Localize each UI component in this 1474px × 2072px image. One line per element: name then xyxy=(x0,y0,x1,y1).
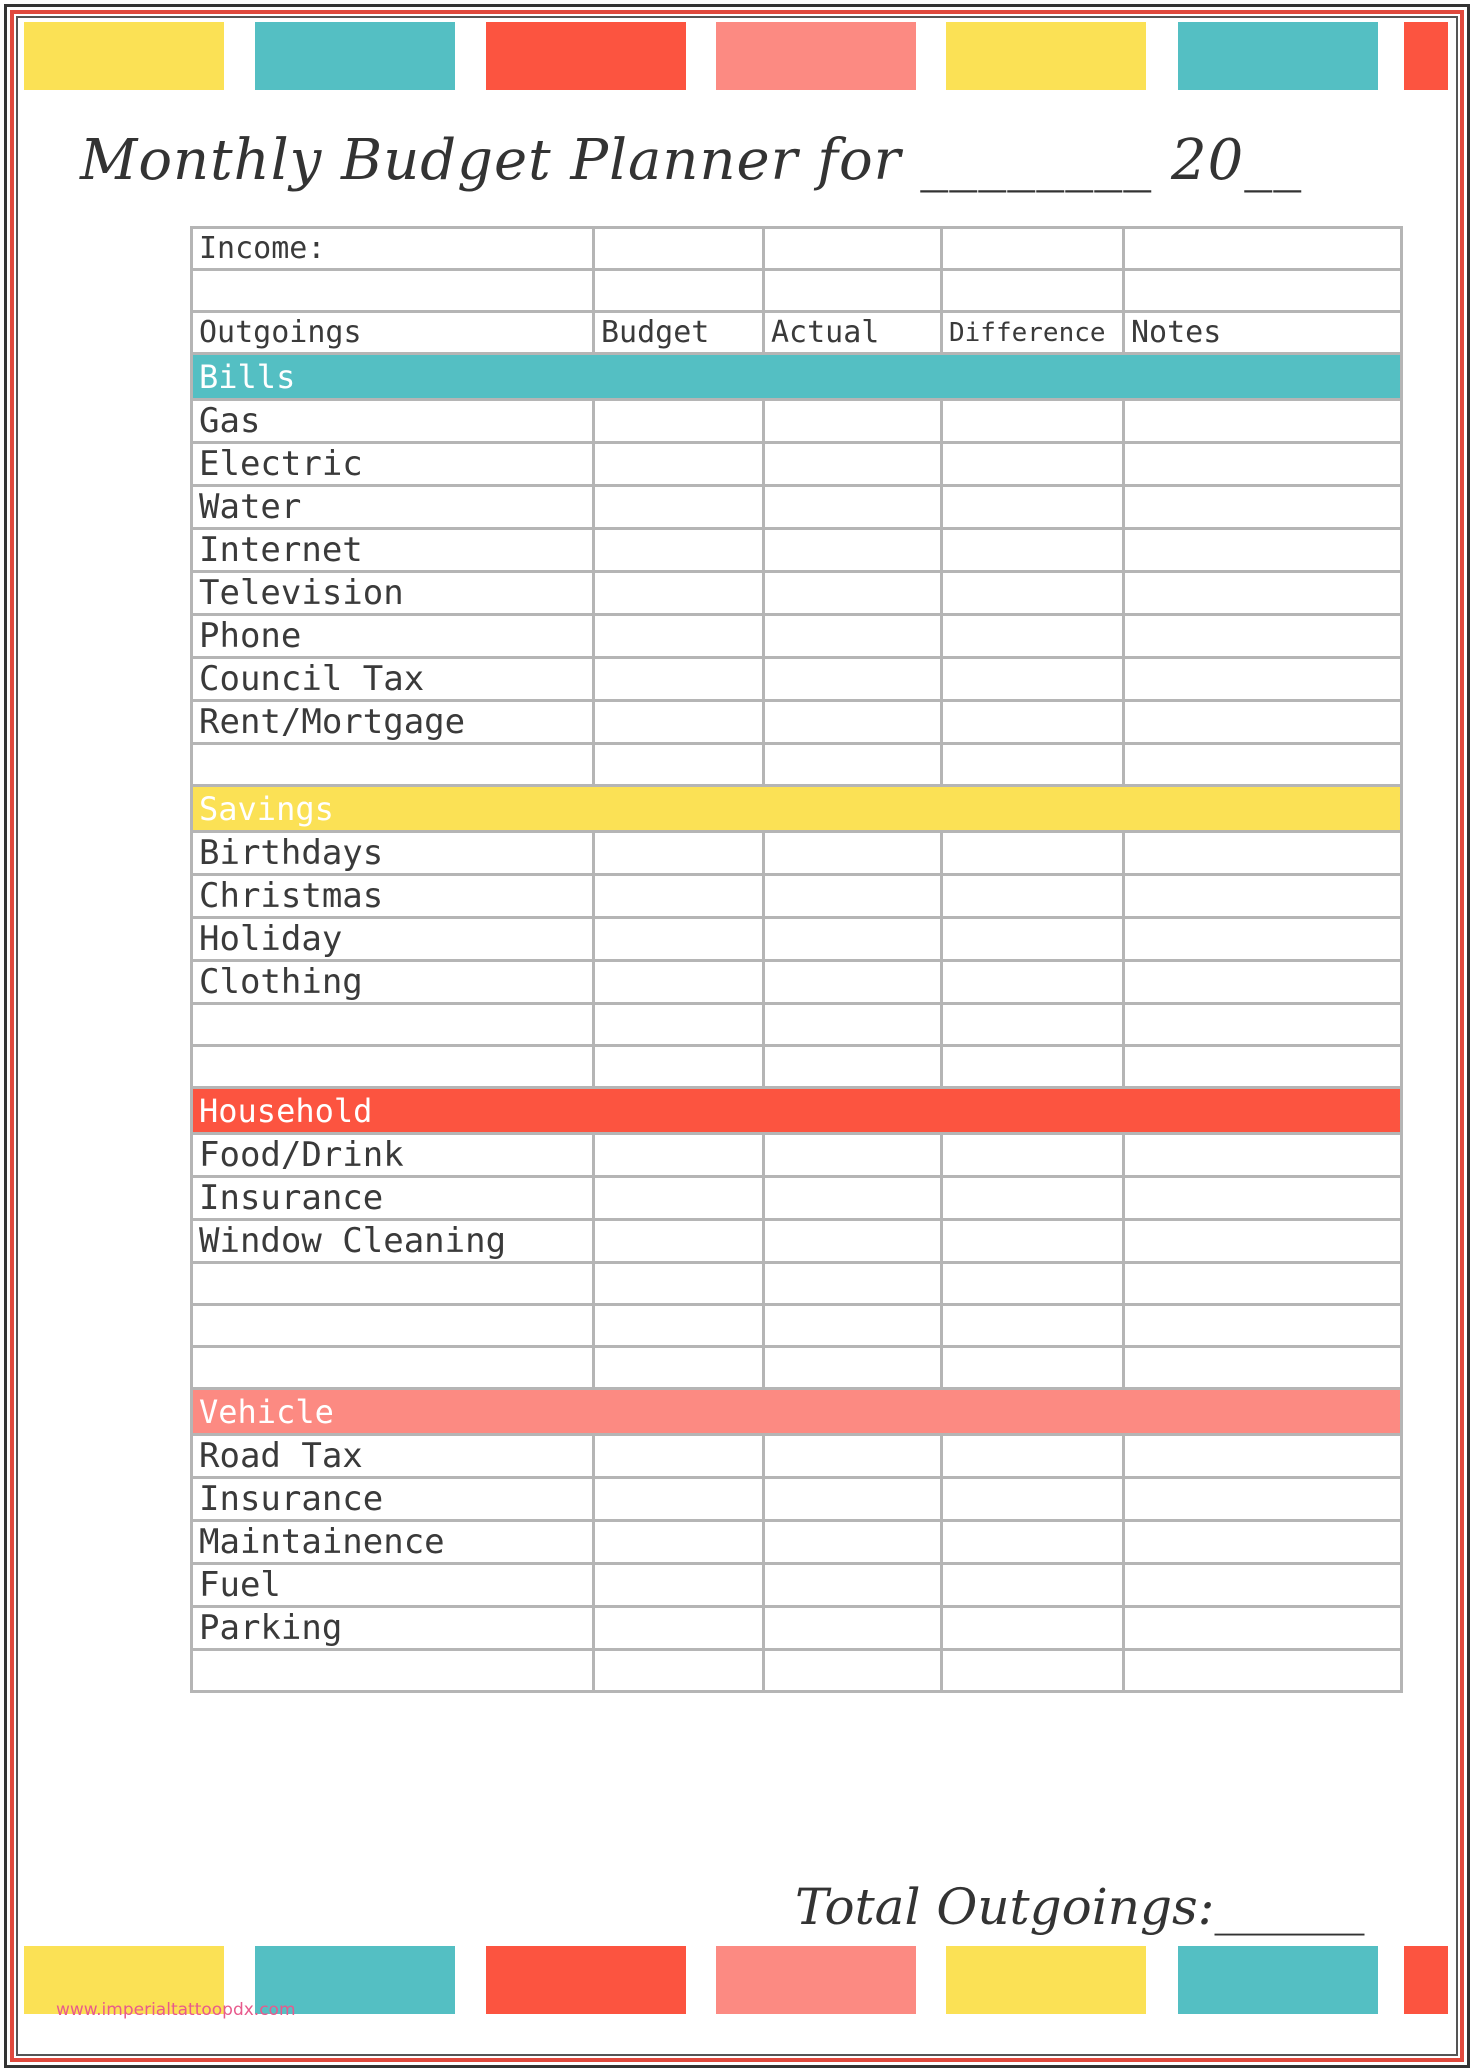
section-title-vehicle: Vehicle xyxy=(192,1389,1402,1435)
difference-cell[interactable] xyxy=(942,1177,1124,1220)
difference-cell[interactable] xyxy=(942,832,1124,875)
notes-cell[interactable] xyxy=(1124,1607,1402,1650)
budget-cell[interactable] xyxy=(594,1220,764,1263)
row-label xyxy=(192,1347,594,1389)
table-row xyxy=(192,1478,1402,1521)
notes-cell[interactable] xyxy=(1124,1046,1402,1088)
budget-cell[interactable] xyxy=(594,1177,764,1220)
budget-cell[interactable] xyxy=(594,486,764,529)
difference-cell[interactable] xyxy=(942,1134,1124,1177)
difference-cell[interactable] xyxy=(942,961,1124,1004)
color-stripe-red xyxy=(1404,22,1448,90)
difference-cell[interactable] xyxy=(942,529,1124,572)
row-label xyxy=(192,1046,594,1088)
difference-cell[interactable] xyxy=(942,1263,1124,1305)
difference-cell[interactable] xyxy=(942,701,1124,744)
notes-cell[interactable] xyxy=(1124,1305,1402,1347)
table-row xyxy=(192,658,1402,701)
table-row xyxy=(192,615,1402,658)
table-row xyxy=(192,875,1402,918)
notes-cell[interactable] xyxy=(1124,961,1402,1004)
budget-cell[interactable] xyxy=(594,1347,764,1389)
income-row-blank xyxy=(192,270,1402,312)
notes-cell[interactable] xyxy=(1124,529,1402,572)
row-label: Phone xyxy=(192,615,594,658)
color-stripe-red xyxy=(486,1946,686,2014)
color-stripe-teal xyxy=(1178,1946,1378,2014)
actual-cell[interactable] xyxy=(764,1220,942,1263)
row-label: Fuel xyxy=(192,1564,594,1607)
table-row xyxy=(192,1004,1402,1046)
difference-cell[interactable] xyxy=(942,615,1124,658)
actual-cell[interactable] xyxy=(764,658,942,701)
budget-cell[interactable] xyxy=(594,1521,764,1564)
budget-cell[interactable] xyxy=(594,744,764,786)
section-header-vehicle xyxy=(192,1389,1402,1435)
actual-cell[interactable] xyxy=(764,1046,942,1088)
table-row xyxy=(192,1177,1402,1220)
income-difference-cell[interactable] xyxy=(942,228,1124,270)
notes-cell[interactable] xyxy=(1124,1347,1402,1389)
budget-cell[interactable] xyxy=(594,1134,764,1177)
row-label: Birthdays xyxy=(192,832,594,875)
budget-cell[interactable] xyxy=(594,1305,764,1347)
difference-cell[interactable] xyxy=(942,486,1124,529)
budget-cell[interactable] xyxy=(594,1004,764,1046)
notes-cell[interactable] xyxy=(1124,1435,1402,1478)
income-actual-cell[interactable] xyxy=(764,228,942,270)
table-row xyxy=(192,486,1402,529)
row-label: Christmas xyxy=(192,875,594,918)
table-row xyxy=(192,1046,1402,1088)
notes-cell[interactable] xyxy=(1124,1177,1402,1220)
budget-cell[interactable] xyxy=(594,1607,764,1650)
income-extra-cell[interactable] xyxy=(192,270,594,312)
difference-cell[interactable] xyxy=(942,1435,1124,1478)
section-title-household: Household xyxy=(192,1088,1402,1134)
difference-cell[interactable] xyxy=(942,572,1124,615)
section-header-bills xyxy=(192,354,1402,400)
actual-cell[interactable] xyxy=(764,486,942,529)
row-label xyxy=(192,1305,594,1347)
budget-cell[interactable] xyxy=(594,918,764,961)
row-label xyxy=(192,1650,594,1692)
budget-cell[interactable] xyxy=(594,529,764,572)
notes-cell[interactable] xyxy=(1124,615,1402,658)
color-stripe-red xyxy=(486,22,686,90)
table-row xyxy=(192,1435,1402,1478)
actual-cell[interactable] xyxy=(764,1263,942,1305)
budget-cell[interactable] xyxy=(594,1263,764,1305)
income-extra-notes-cell[interactable] xyxy=(1124,270,1402,312)
table-row xyxy=(192,832,1402,875)
table-row xyxy=(192,1220,1402,1263)
notes-cell[interactable] xyxy=(1124,572,1402,615)
column-header-actual: Actual xyxy=(764,312,942,354)
actual-cell[interactable] xyxy=(764,1305,942,1347)
color-stripe-pink xyxy=(716,22,916,90)
actual-cell[interactable] xyxy=(764,443,942,486)
difference-cell[interactable] xyxy=(942,400,1124,443)
color-stripe-teal xyxy=(1178,22,1378,90)
income-extra-actual-cell[interactable] xyxy=(764,270,942,312)
column-header-outgoings: Outgoings xyxy=(192,312,594,354)
section-title-bills: Bills xyxy=(192,354,1402,400)
difference-cell[interactable] xyxy=(942,1004,1124,1046)
budget-cell[interactable] xyxy=(594,1650,764,1692)
budget-cell[interactable] xyxy=(594,1478,764,1521)
table-row xyxy=(192,1134,1402,1177)
budget-cell[interactable] xyxy=(594,832,764,875)
income-label: Income: xyxy=(192,228,594,270)
row-label xyxy=(192,1004,594,1046)
row-label: Rent/Mortgage xyxy=(192,701,594,744)
actual-cell[interactable] xyxy=(764,1564,942,1607)
row-label: Television xyxy=(192,572,594,615)
notes-cell[interactable] xyxy=(1124,701,1402,744)
actual-cell[interactable] xyxy=(764,1134,942,1177)
section-header-savings xyxy=(192,786,1402,832)
color-stripe-yellow xyxy=(946,1946,1146,2014)
difference-cell[interactable] xyxy=(942,918,1124,961)
table-row xyxy=(192,1305,1402,1347)
difference-cell[interactable] xyxy=(942,1478,1124,1521)
actual-cell[interactable] xyxy=(764,400,942,443)
budget-table xyxy=(190,226,1403,1693)
actual-cell[interactable] xyxy=(764,875,942,918)
actual-cell[interactable] xyxy=(764,615,942,658)
income-budget-cell[interactable] xyxy=(594,228,764,270)
notes-cell[interactable] xyxy=(1124,1478,1402,1521)
table-row xyxy=(192,701,1402,744)
row-label xyxy=(192,1263,594,1305)
row-label: Holiday xyxy=(192,918,594,961)
actual-cell[interactable] xyxy=(764,1177,942,1220)
table-row xyxy=(192,529,1402,572)
page-title: Monthly Budget Planner for ________ 20__ xyxy=(80,128,1303,193)
table-row xyxy=(192,443,1402,486)
notes-cell[interactable] xyxy=(1124,443,1402,486)
column-header-difference: Difference xyxy=(942,312,1124,354)
row-label: Parking xyxy=(192,1607,594,1650)
budget-cell[interactable] xyxy=(594,572,764,615)
row-label: Window Cleaning xyxy=(192,1220,594,1263)
row-label: Gas xyxy=(192,400,594,443)
color-stripe-yellow xyxy=(24,22,224,90)
difference-cell[interactable] xyxy=(942,1046,1124,1088)
row-label: Clothing xyxy=(192,961,594,1004)
difference-cell[interactable] xyxy=(942,1305,1124,1347)
income-row xyxy=(192,228,1402,270)
notes-cell[interactable] xyxy=(1124,1263,1402,1305)
notes-cell[interactable] xyxy=(1124,486,1402,529)
actual-cell[interactable] xyxy=(764,572,942,615)
budget-cell[interactable] xyxy=(594,701,764,744)
row-label: Council Tax xyxy=(192,658,594,701)
row-label: Maintainence xyxy=(192,1521,594,1564)
notes-cell[interactable] xyxy=(1124,1004,1402,1046)
color-stripe-teal xyxy=(255,22,455,90)
notes-cell[interactable] xyxy=(1124,1564,1402,1607)
notes-cell[interactable] xyxy=(1124,658,1402,701)
table-row xyxy=(192,1607,1402,1650)
actual-cell[interactable] xyxy=(764,529,942,572)
color-stripe-yellow xyxy=(946,22,1146,90)
difference-cell[interactable] xyxy=(942,744,1124,786)
total-outgoings: Total Outgoings:______ xyxy=(795,1878,1365,1936)
section-header-household xyxy=(192,1088,1402,1134)
column-header-notes: Notes xyxy=(1124,312,1402,354)
notes-cell[interactable] xyxy=(1124,400,1402,443)
budget-cell[interactable] xyxy=(594,615,764,658)
budget-cell[interactable] xyxy=(594,443,764,486)
column-header-budget: Budget xyxy=(594,312,764,354)
income-extra-difference-cell[interactable] xyxy=(942,270,1124,312)
notes-cell[interactable] xyxy=(1124,918,1402,961)
actual-cell[interactable] xyxy=(764,1435,942,1478)
notes-cell[interactable] xyxy=(1124,1220,1402,1263)
section-title-savings: Savings xyxy=(192,786,1402,832)
difference-cell[interactable] xyxy=(942,1564,1124,1607)
table-row xyxy=(192,1650,1402,1692)
column-header-row xyxy=(192,312,1402,354)
difference-cell[interactable] xyxy=(942,1607,1124,1650)
budget-cell[interactable] xyxy=(594,1046,764,1088)
difference-cell[interactable] xyxy=(942,1347,1124,1389)
notes-cell[interactable] xyxy=(1124,1650,1402,1692)
table-row xyxy=(192,1564,1402,1607)
notes-cell[interactable] xyxy=(1124,832,1402,875)
budget-cell[interactable] xyxy=(594,875,764,918)
table-row xyxy=(192,400,1402,443)
table-row xyxy=(192,961,1402,1004)
table-row xyxy=(192,1347,1402,1389)
difference-cell[interactable] xyxy=(942,443,1124,486)
actual-cell[interactable] xyxy=(764,1478,942,1521)
actual-cell[interactable] xyxy=(764,1607,942,1650)
income-extra-budget-cell[interactable] xyxy=(594,270,764,312)
row-label: Electric xyxy=(192,443,594,486)
color-stripe-red xyxy=(1404,1946,1448,2014)
row-label: Internet xyxy=(192,529,594,572)
actual-cell[interactable] xyxy=(764,1650,942,1692)
actual-cell[interactable] xyxy=(764,832,942,875)
row-label: Road Tax xyxy=(192,1435,594,1478)
income-notes-cell[interactable] xyxy=(1124,228,1402,270)
notes-cell[interactable] xyxy=(1124,744,1402,786)
table-row xyxy=(192,1521,1402,1564)
row-label: Water xyxy=(192,486,594,529)
row-label: Food/Drink xyxy=(192,1134,594,1177)
budget-cell[interactable] xyxy=(594,1564,764,1607)
notes-cell[interactable] xyxy=(1124,1134,1402,1177)
budget-cell[interactable] xyxy=(594,658,764,701)
row-label xyxy=(192,744,594,786)
notes-cell[interactable] xyxy=(1124,1521,1402,1564)
actual-cell[interactable] xyxy=(764,1521,942,1564)
actual-cell[interactable] xyxy=(764,918,942,961)
table-row xyxy=(192,1263,1402,1305)
notes-cell[interactable] xyxy=(1124,875,1402,918)
table-row xyxy=(192,918,1402,961)
budget-cell[interactable] xyxy=(594,961,764,1004)
actual-cell[interactable] xyxy=(764,1004,942,1046)
table-row xyxy=(192,744,1402,786)
actual-cell[interactable] xyxy=(764,701,942,744)
table-row xyxy=(192,572,1402,615)
color-stripe-pink xyxy=(716,1946,916,2014)
difference-cell[interactable] xyxy=(942,658,1124,701)
actual-cell[interactable] xyxy=(764,1347,942,1389)
actual-cell[interactable] xyxy=(764,961,942,1004)
website-url: www.imperialtattoopdx.com xyxy=(56,2000,296,2020)
difference-cell[interactable] xyxy=(942,1650,1124,1692)
difference-cell[interactable] xyxy=(942,1220,1124,1263)
row-label: Insurance xyxy=(192,1177,594,1220)
actual-cell[interactable] xyxy=(764,744,942,786)
row-label: Insurance xyxy=(192,1478,594,1521)
difference-cell[interactable] xyxy=(942,1521,1124,1564)
budget-cell[interactable] xyxy=(594,400,764,443)
budget-cell[interactable] xyxy=(594,1435,764,1478)
difference-cell[interactable] xyxy=(942,875,1124,918)
